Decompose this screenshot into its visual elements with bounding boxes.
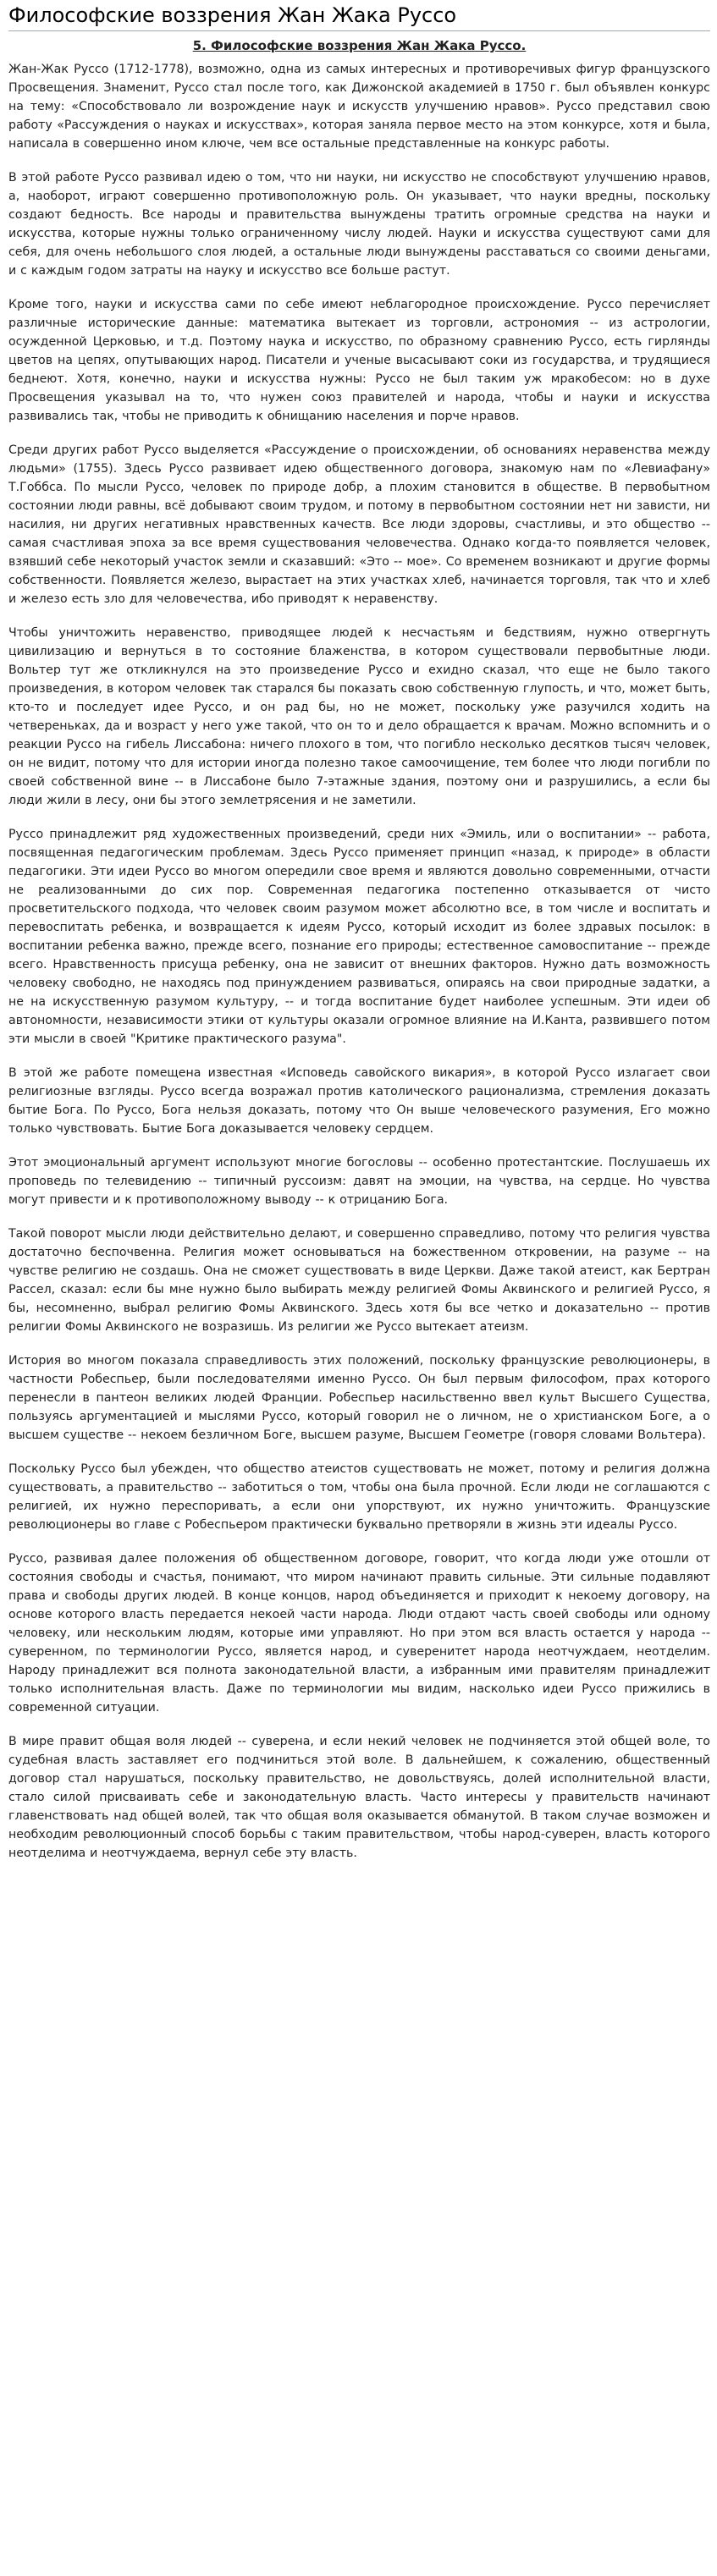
page-title: Философские воззрения Жан Жака Руссо [8, 2, 710, 31]
paragraph-6: Руссо принадлежит ряд художественных произведений, среди них «Эмиль, или о воспитании» -- работа, посвященная педагогическим проблемам. Здесь Руссо применяет принцип «назад, к природе» в области педагогики. Эти идеи Руссо во многом опередили свое время и являются довольно современными, отчасти не реализованными до сих пор. Современная педагогика постепенно отказывается от чисто просветительского подхода, что человек своим разумом может абсолютно все, в том числе и воспитать и перевоспитать ребенка, и возвращается к идеям Руссо, который исходит из более здравых посылок: в воспитании ребенка важно, прежде всего, познание его природы; естественное самовоспитание -- прежде всего. Нравственность присуща ребенку, она не зависит от внешних факторов. Нужно дать возможность человеку свободно, не находясь под принуждением развиваться, опираясь на свои природные задатки, а не на искусственную разумом культуру, -- и тогда воспитание будет наиболее успешным. Эти идеи об автономности, независимости этики от культуры оказали огромное влияние на И.Канта, развившего потом эти мысли в своей "Критике практического разума". [8, 828, 710, 1046]
paragraph-10: История во многом показала справедливость этих положений, поскольку французские революционеры, в частности Робеспьер, были последователями именно Руссо. Он был первым философом, прах которого перенесли в пантеон великих людей Франции. Робеспьер насильственно ввел культ Высшего Существа, пользуясь аргументацией и мыслями Руссо, который говорил не о личном, не о христианском Боге, а о высшем существе -- некоем безличном Боге, высшем разуме, Высшем Геометре (говоря словами Вольтера). [8, 1354, 710, 1442]
page [0, 2, 717, 1863]
paragraph-8: Этот эмоциональный аргумент используют многие богословы -- особенно протестантские. Послушаешь их проповедь по телевидению -- типичный руссоизм: давят на эмоции, на чувства, на сердце. Но чувства могут привести и к противоположному выводу -- к отрицанию Бога. [8, 1156, 710, 1207]
paragraph-12: Руссо, развивая далее положения об общественном договоре, говорит, что когда люди уже отошли от состояния свободы и счастья, понимают, что миром начинают править сильные. Эти сильные подавляют права и свободы других людей. В конце концов, народ объединяется и приходит к некоему договору, на основе которого власть передается некоей части народа. Люди отдают часть своей свободы или одному человеку, или нескольким людям, которые ими управляют. Но при этом вся власть остается у народа -- суверенном, по терминологии Руссо, является народ, и суверенитет народа неотчуждаем, неотделим. Народу принадлежит вся полнота законодательной власти, а избранным ими правителям принадлежит только исполнительная власть. Даже по терминологии мы видим, насколько идеи Руссо прижились в современной ситуации. [8, 1552, 710, 1715]
paragraph-7: В этой же работе помещена известная «Исповедь савойского викария», в которой Руссо излагает свои религиозные взгляды. Руссо всегда возражал против католического рационализма, стремления доказать бытие Бога. По Руссо, Бога нельзя доказать, потому что Он выше человеческого разумения, Его можно только чувствовать. Бытие Бога доказывается человеку сердцем. [8, 1066, 710, 1136]
paragraph-13: В мире правит общая воля людей -- суверена, и если некий человек не подчиняется этой общей воле, то судебная власть заставляет его подчиниться этой воле. В дальнейшем, к сожалению, общественный договор стал нарушаться, поскольку правительство, не довольствуясь, долей исполнительной власти, стало силой присваивать себе и законодательную власть. Часто интересы у правительств начинают главенствовать над общей волей, так что общая воля оказывается обманутой. В таком случае возможен и необходим революционный способ борьбы с таким правительством, чтобы народ-суверен, власть которого неотделима и неотчуждаема, вернул себе эту власть. [8, 1735, 710, 1860]
paragraph-4: Среди других работ Руссо выделяется «Рассуждение о происхождении, об основаниях неравенства между людьми» (1755). Здесь Руссо развивает идею общественного договора, знакомую нам по «Левиафану» Т.Гоббса. По мысли Руссо, человек по природе добр, а плохим становится в обществе. В первобытном состоянии люди равны, всё добывают своим трудом, и потому в первобытном состоянии нет ни зависти, ни насилия, ни других негативных нравственных качеств. Все люди здоровы, счастливы, и это общество -- самая счастливая эпоха за все время существования человечества. Однако когда-то появляется человек, взявший себе некоторый участок земли и сказавший: «Это -- мое». Со временем возникают и другие формы собственности. Появляется железо, вырастает на этих участках хлеб, начинается торговля, так что и хлеб и железо есть зло для человечества, ибо приводят к неравенству. [8, 443, 710, 606]
paragraph-5: Чтобы уничтожить неравенство, приводящее людей к несчастьям и бедствиям, нужно отвергнуть цивилизацию и вернуться в то состояние блаженства, в котором существовали первобытные люди. Вольтер тут же откликнулся на это произведение Руссо и ехидно сказал, что еще не было такого произведения, в котором человек так старался бы показать свою собственную глупость, и что, может быть, кто-то и последует идее Руссо, и он рад бы, но не может, поскольку уже разучился ходить на четвереньках, да и возраст у него уже такой, что он то и дело обращается к врачам. Можно вспомнить и о реакции Руссо на гибель Лиссабона: ничего плохого в том, что погибло несколько десятков тысяч человек, он не видит, потому что для истории иногда полезно такое самоочищение, тем более что люди погибли по своей собственной вине -- в Лиссабоне было 7-этажные здания, поэтому они и разрушились, а если бы люди жили в лесу, они бы этого землетрясения и не заметили. [8, 626, 710, 807]
paragraph-11: Поскольку Руссо был убежден, что общество атеистов существовать не может, потому и религия должна существовать, а правительство -- заботиться о том, чтобы она была прочной. Если люди не соглашаются с религией, их нужно переспоривать, а если они упорствуют, их нужно уничтожить. Французские революционеры во главе с Робеспьером практически буквально претворяли в жизнь эти идеалы Руссо. [8, 1462, 710, 1532]
paragraph-9: Такой поворот мысли люди действительно делают, и совершенно справедливо, потому что религия чувства достаточно беспочвенна. Религия может основываться на божественном откровении, на разуме -- на чувстве религию не создашь. Она не сможет существовать в виде Церкви. Даже такой атеист, как Бертран Рассел, сказал: если бы мне нужно было выбирать между религией Фомы Аквинского и религией Руссо, я бы, несомненно, выбрал религию Фомы Аквинского. Здесь хотя бы все четко и доказательно -- против религии Фомы Аквинского не возразишь. Из религии же Руссо вытекает атеизм. [8, 1227, 710, 1334]
article-body [8, 60, 710, 1863]
paragraph-1: Жан-Жак Руссо (1712-1778), возможно, одна из самых интересных и противоречивых фигур французского Просвещения. Знаменит, Руссо стал после того, как Дижонской академией в 1750 г. был объявлен конкурс на тему: «Способствовало ли возрождение наук и искусств улучшению нравов». Руссо представил свою работу «Рассуждения о науках и искусствах», которая заняла первое место на этом конкурсе, хотя и была, написала в совершенно ином ключе, чем все остальные представленные на конкурс работы. [8, 63, 710, 151]
chapter-heading: 5. Философские воззрения Жан Жака Руссо. [192, 38, 527, 53]
paragraph-3: Кроме того, науки и искусства сами по себе имеют неблагородное происхождение. Руссо перечисляет различные исторические данные: математика вытекает из торговли, астрономия -- из астрологии, осужденной Церковью, и т.д. Поэтому наука и искусство, по образному сравнению Руссо, есть гирлянды цветов на цепях, опутывающих народ. Писатели и ученые высасывают соки из государства, и трудящиеся беднеют. Хотя, конечно, науки и искусства нужны: Руссо не был таким уж мракобесом: но в духе Просвещения указывал на то, что нужен союз правителей и народа, чтобы и науки и искусства развивались так, чтобы не приводить к обнищанию населения и порче нравов. [8, 298, 710, 423]
paragraph-2: В этой работе Руссо развивал идею о том, что ни науки, ни искусство не способствуют улучшению нравов, а, наоборот, играют совершенно противоположную роль. Он указывает, что науки вредны, поскольку создают бедность. Все народы и правительства вынуждены тратить огромные средства на науки и искусства, которые нужны только ограниченному числу людей. Науки и искусства существуют сами для себя, для очень небольшого слоя людей, а остальные люди вынуждены расставаться со своими деньгами, и с каждым годом затраты на науку и искусство все больше растут. [8, 171, 710, 278]
